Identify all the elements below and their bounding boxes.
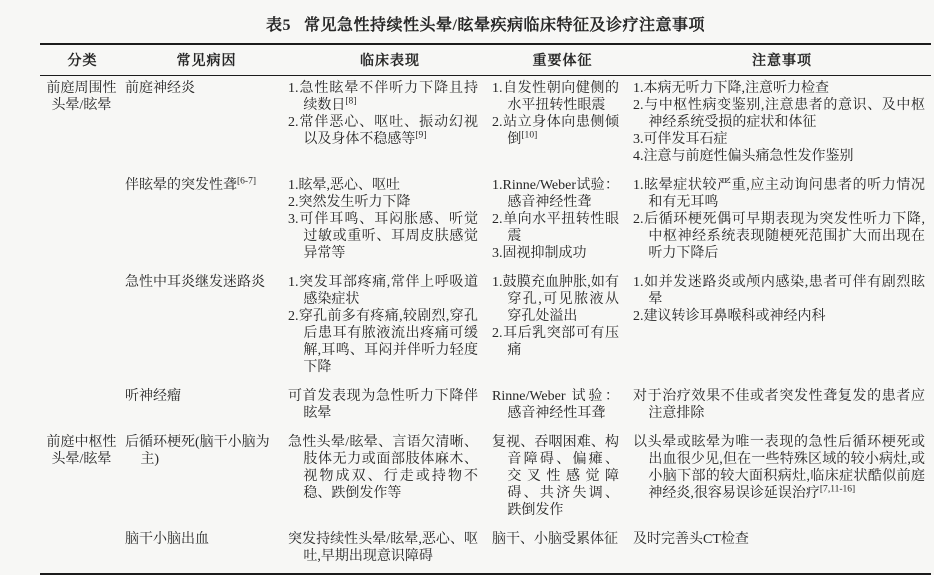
clinical-features-table: [40, 43, 931, 575]
col-header-category: 分类: [40, 44, 125, 76]
cell-category-central: 前庭中枢性头晕/眩晕: [46, 435, 117, 467]
cell-cause: [125, 173, 288, 270]
cell-line: 前庭神经炎: [125, 81, 195, 96]
cell-manifestations: [288, 270, 492, 384]
cell-notes: [633, 527, 931, 574]
cell-line: 可首发表现为急性听力下降伴眩晕: [288, 389, 478, 421]
cell-line: 2.建议转诊耳鼻喉科或神经内科: [633, 309, 826, 324]
cell-line: 1.鼓膜充血肿胀,如有穿孔,可见脓液从穿孔处溢出: [492, 275, 619, 324]
cell-notes: [633, 430, 931, 527]
table-row: [40, 430, 931, 527]
cell-signs: [492, 527, 633, 574]
cell-line: 1.急性眩晕不伴听力下降且持续数日[8]: [288, 81, 478, 113]
cell-line: 3.可伴发耳石症: [633, 132, 728, 147]
table-row: [40, 76, 931, 174]
table-row: [40, 384, 931, 430]
col-header-cause: 常见病因: [125, 44, 288, 76]
cell-line: 1.眩晕,恶心、呕吐: [288, 178, 400, 193]
cell-line: 及时完善头CT检查: [633, 532, 749, 547]
cell-cause: [125, 270, 288, 384]
cell-line: 2.突然发生听力下降: [288, 195, 411, 210]
cell-signs: [492, 76, 633, 174]
cell-line: 2.后循环梗死偶可早期表现为突发性听力下降,中枢神经系统表现随梗死范围扩大而出现在听力下降后: [633, 212, 925, 261]
cell-signs: [492, 384, 633, 430]
cell-line: 2.与中枢性病变鉴别,注意患者的意识、及中枢神经系统受损的症状和体征: [633, 98, 925, 130]
col-header-manifestations: 临床表现: [288, 44, 492, 76]
cell-line: 急性头晕/眩晕、言语欠清晰、肢体无力或面部肢体麻木、视物成双、行走或持物不稳、跌倒发作等: [288, 435, 478, 501]
col-header-signs: 重要体征: [492, 44, 633, 76]
cell-line: 对于治疗效果不佳或者突发性聋复发的患者应注意排除: [633, 389, 925, 421]
cell-line: 2.常伴恶心、呕吐、振动幻视以及身体不稳感等[9]: [288, 115, 478, 147]
col-header-notes: 注意事项: [633, 44, 931, 76]
cell-line: 脑干小脑出血: [125, 532, 209, 547]
cell-category-peripheral: 前庭周围性头晕/眩晕: [46, 81, 117, 113]
cell-line: 急性中耳炎继发迷路炎: [125, 275, 265, 290]
cell-notes: [633, 384, 931, 430]
cell-line: 2.站立身体向患侧倾倒[10]: [492, 115, 619, 147]
cell-notes: [633, 270, 931, 384]
cell-line: 突发持续性头晕/眩晕,恶心、呕吐,早期出现意识障碍: [288, 532, 478, 564]
cell-manifestations: [288, 384, 492, 430]
cell-cause: [125, 430, 288, 527]
table-row: [40, 173, 931, 270]
cell-signs: [492, 430, 633, 527]
cell-cause: [125, 384, 288, 430]
cell-line: 1.突发耳部疼痛,常伴上呼吸道感染症状: [288, 275, 478, 307]
cell-manifestations: [288, 430, 492, 527]
cell-line: 1.眩晕症状较严重,应主动询问患者的听力情况和有无耳鸣: [633, 178, 925, 210]
cell-notes: [633, 173, 931, 270]
cell-line: 2.单向水平扭转性眼震: [492, 212, 619, 244]
cell-line: 2.耳后乳突部可有压痛: [492, 326, 619, 358]
cell-line: 4.注意与前庭性偏头痛急性发作鉴别: [633, 149, 854, 164]
cell-line: 3.可伴耳鸣、耳闷胀感、听觉过敏或重听、耳周皮肤感觉异常等: [288, 212, 478, 261]
table-row: [40, 270, 931, 384]
cell-manifestations: [288, 173, 492, 270]
cell-cause: [125, 76, 288, 174]
table-header-row: [40, 44, 931, 76]
cell-line: 脑干、小脑受累体征: [492, 532, 618, 547]
cell-line: 1.如并发迷路炎或颅内感染,患者可伴有剧烈眩晕: [633, 275, 925, 307]
cell-signs: [492, 173, 633, 270]
cell-line: 1.本病无听力下降,注意听力检查: [633, 81, 829, 96]
cell-notes: [633, 76, 931, 174]
cell-line: 以头晕或眩晕为唯一表现的急性后循环梗死或出血很少见,但在一些特殊区域的较小病灶,或小脑下部的较大面积病灶,临床症状酷似前庭神经炎,很容易误诊延误治疗[7,11-16]: [633, 435, 925, 501]
table-title: [40, 12, 931, 35]
cell-line: 伴眩晕的突发性聋[6-7]: [125, 176, 257, 193]
cell-line: 复视、吞咽困难、构音障碍、偏瘫、交叉性感觉障碍、共济失调、跌倒发作: [492, 435, 619, 518]
cell-signs: [492, 270, 633, 384]
cell-cause: [125, 527, 288, 574]
cell-line: Rinne/Weber 试验：感音神经性耳聋: [492, 389, 619, 421]
cell-line: 1.自发性朝向健侧的水平扭转性眼震: [492, 81, 619, 113]
table-row: [40, 527, 931, 574]
table-title-text: 常见急性持续性头晕/眩晕疾病临床特征及诊疗注意事项: [304, 17, 705, 34]
table-number: 表5: [266, 17, 292, 34]
cell-line: 1.Rinne/Weber试验：感音神经性聋: [492, 178, 619, 210]
cell-line: 2.穿孔前多有疼痛,较剧烈,穿孔后患耳有脓液流出疼痛可缓解,耳鸣、耳闷并伴听力轻度下降: [288, 309, 478, 375]
cell-manifestations: [288, 76, 492, 174]
cell-line: 后循环梗死(脑干小脑为主): [125, 435, 270, 467]
cell-line: 听神经瘤: [125, 389, 181, 404]
cell-line: 3.固视抑制成功: [492, 246, 587, 261]
cell-manifestations: [288, 527, 492, 574]
